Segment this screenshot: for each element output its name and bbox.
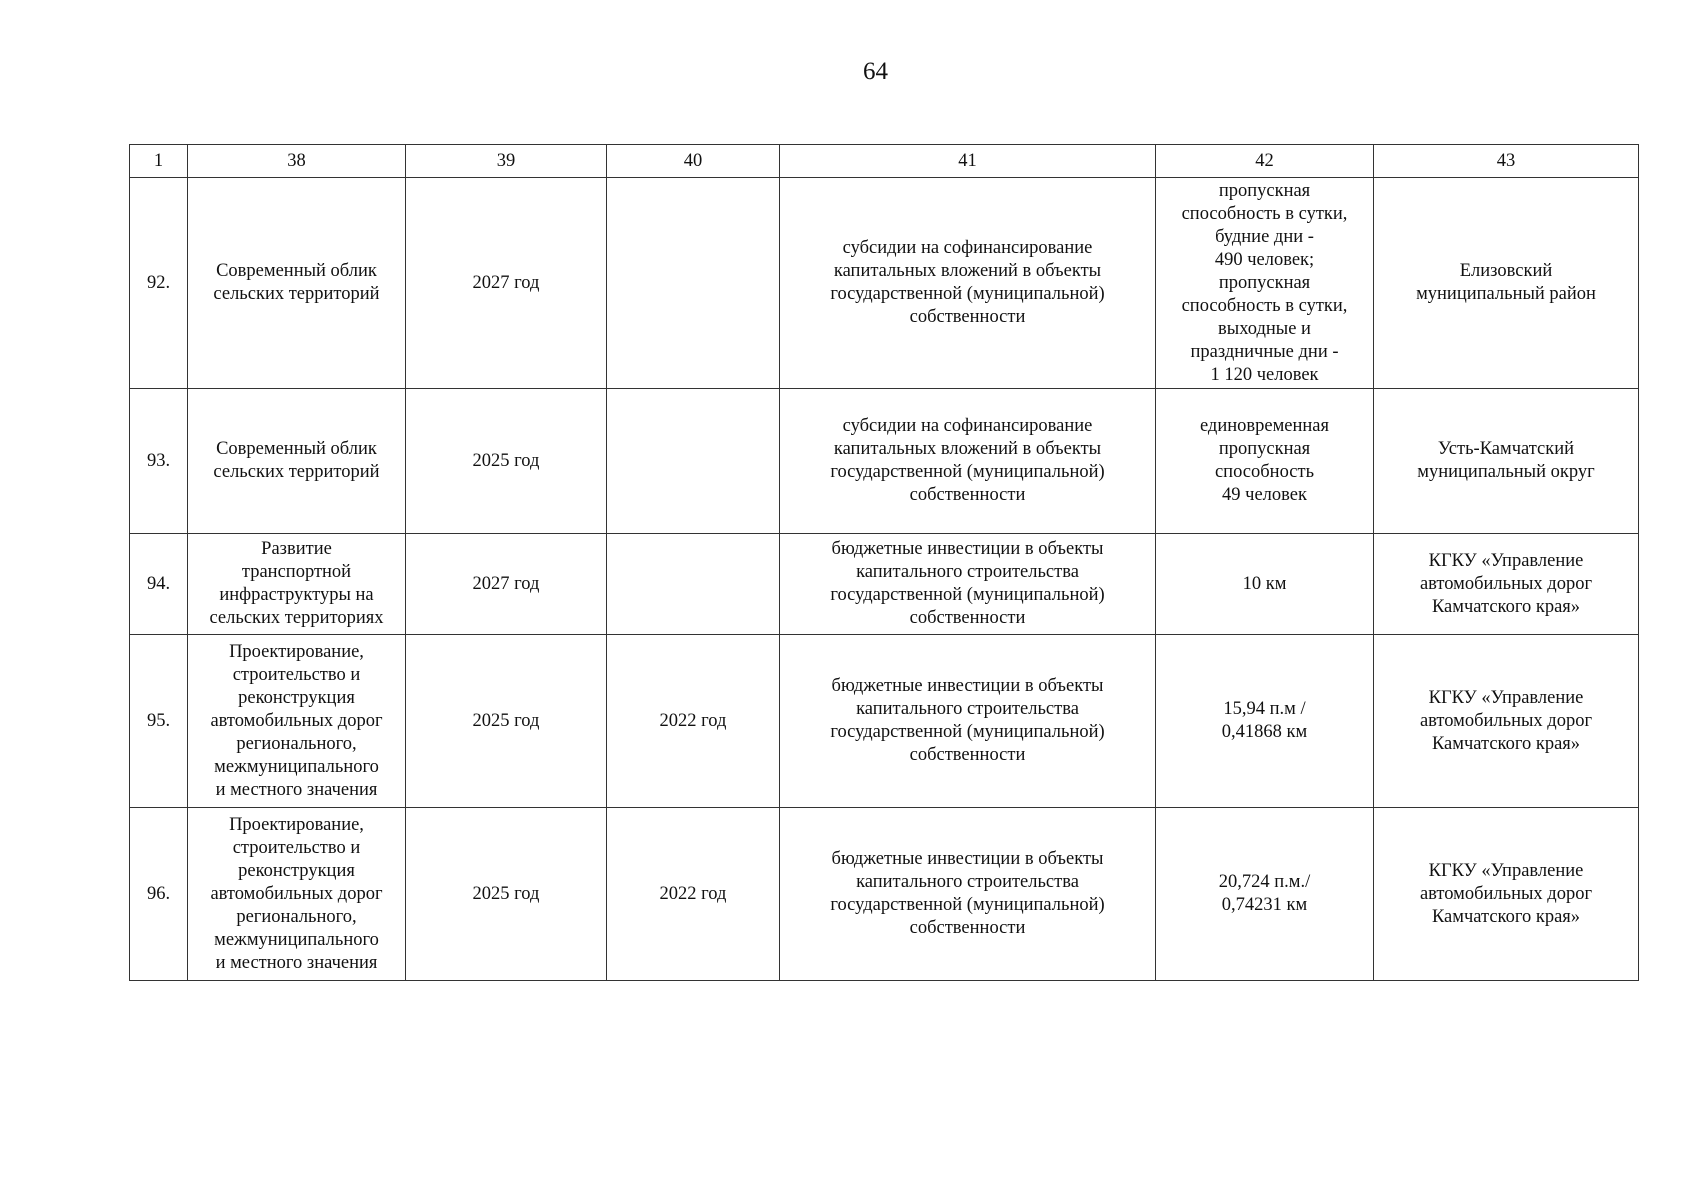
funding-type-cell: субсидии на софинансирование капитальных вложений в объекты государственной (муниципальной) собственности [780, 389, 1156, 534]
program-cell: Проектирование, строительство и реконструкция автомобильных дорог регионального, межмуниципального и местного значения [188, 635, 406, 808]
recipient-cell: Елизовский муниципальный район [1374, 178, 1639, 389]
row-number-cell: 96. [130, 808, 188, 981]
start-year-cell: 2022 год [607, 635, 780, 808]
start-year-cell [607, 178, 780, 389]
program-cell: Развитие транспортной инфраструктуры на сельских территориях [188, 534, 406, 635]
table-header-row [130, 145, 1639, 178]
capacity-cell: 15,94 п.м / 0,41868 км [1156, 635, 1374, 808]
table-row [130, 389, 1639, 534]
year-cell: 2025 год [406, 808, 607, 981]
program-cell: Современный облик сельских территорий [188, 389, 406, 534]
capacity-cell: 20,724 п.м./ 0,74231 км [1156, 808, 1374, 981]
column-header: 1 [130, 145, 188, 178]
year-cell: 2027 год [406, 178, 607, 389]
funding-type-cell: бюджетные инвестиции в объекты капитального строительства государственной (муниципальной) собственности [780, 808, 1156, 981]
capacity-cell: пропускная способность в сутки, будние дни - 490 человек; пропускная способность в сутки, выходные и праздничные дни - 1 120 человек [1156, 178, 1374, 389]
row-number-cell: 93. [130, 389, 188, 534]
recipient-cell: КГКУ «Управление автомобильных дорог Камчатского края» [1374, 635, 1639, 808]
table-row [130, 635, 1639, 808]
table-row [130, 178, 1639, 389]
table-row [130, 808, 1639, 981]
program-cell: Проектирование, строительство и реконструкция автомобильных дорог регионального, межмуниципального и местного значения [188, 808, 406, 981]
column-header: 39 [406, 145, 607, 178]
table-row [130, 534, 1639, 635]
start-year-cell [607, 389, 780, 534]
capacity-cell: единовременная пропускная способность 49 человек [1156, 389, 1374, 534]
capacity-cell: 10 км [1156, 534, 1374, 635]
year-cell: 2025 год [406, 635, 607, 808]
data-table [129, 144, 1639, 981]
column-header: 43 [1374, 145, 1639, 178]
column-header: 38 [188, 145, 406, 178]
recipient-cell: КГКУ «Управление автомобильных дорог Камчатского края» [1374, 534, 1639, 635]
year-cell: 2025 год [406, 389, 607, 534]
recipient-cell: Усть-Камчатский муниципальный округ [1374, 389, 1639, 534]
recipient-cell: КГКУ «Управление автомобильных дорог Камчатского края» [1374, 808, 1639, 981]
column-header: 40 [607, 145, 780, 178]
row-number-cell: 92. [130, 178, 188, 389]
start-year-cell: 2022 год [607, 808, 780, 981]
program-cell: Современный облик сельских территорий [188, 178, 406, 389]
start-year-cell [607, 534, 780, 635]
funding-type-cell: бюджетные инвестиции в объекты капитального строительства государственной (муниципальной) собственности [780, 635, 1156, 808]
column-header: 42 [1156, 145, 1374, 178]
funding-type-cell: бюджетные инвестиции в объекты капитального строительства государственной (муниципальной) собственности [780, 534, 1156, 635]
row-number-cell: 95. [130, 635, 188, 808]
year-cell: 2027 год [406, 534, 607, 635]
funding-type-cell: субсидии на софинансирование капитальных вложений в объекты государственной (муниципальной) собственности [780, 178, 1156, 389]
row-number-cell: 94. [130, 534, 188, 635]
page-number: 64 [863, 58, 888, 85]
column-header: 41 [780, 145, 1156, 178]
